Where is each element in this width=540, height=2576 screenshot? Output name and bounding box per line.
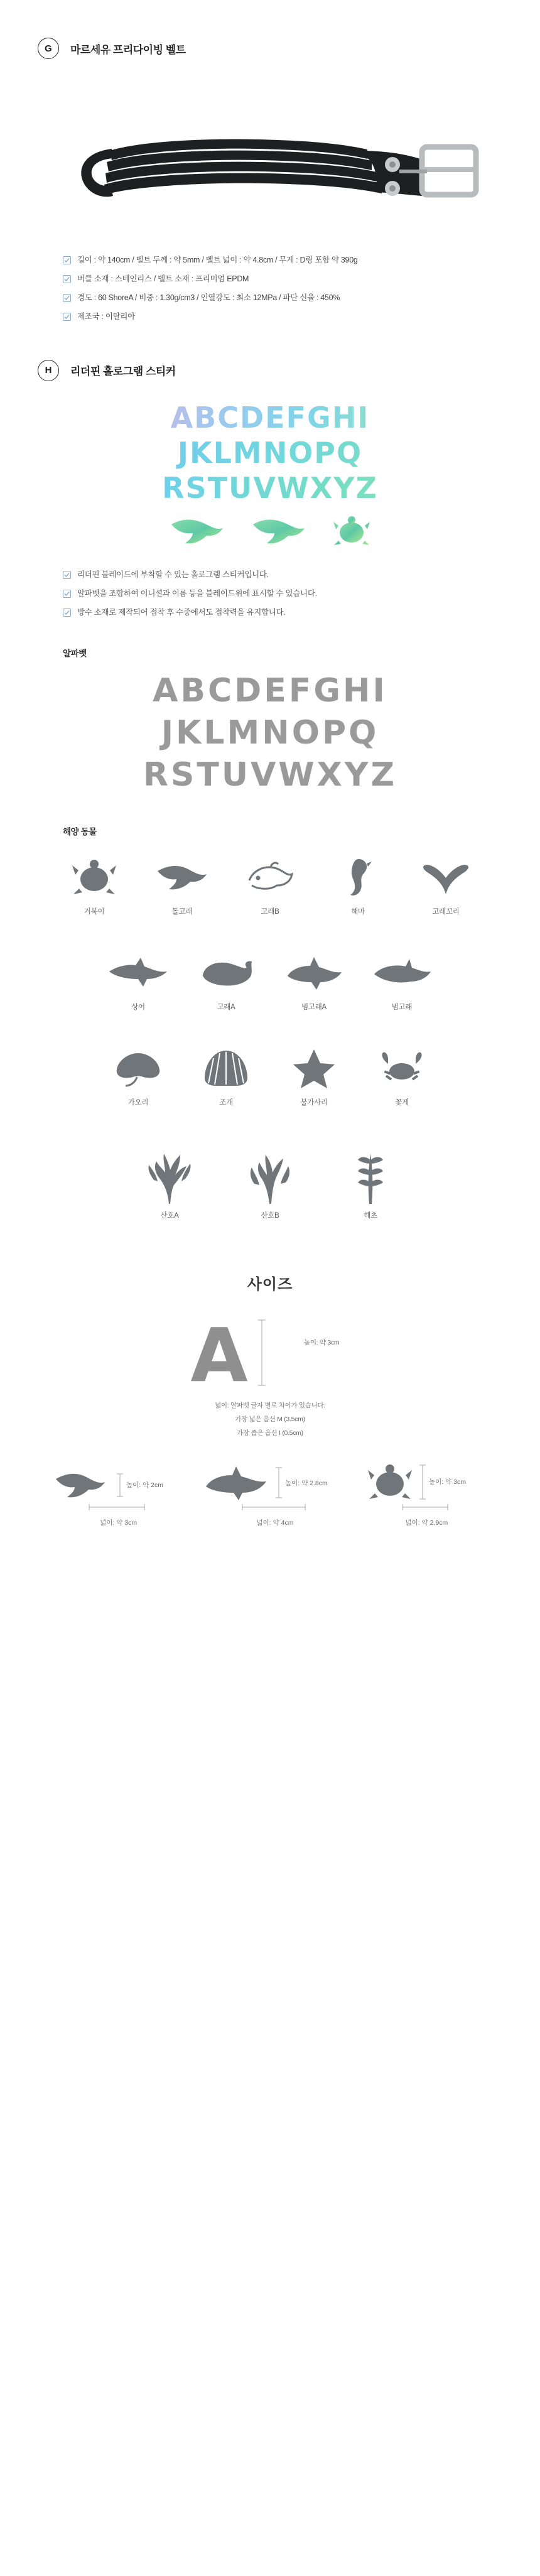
check-icon — [63, 256, 71, 264]
whale-a-icon — [198, 949, 254, 998]
size-note-1: 넓이: 알파벳 글자 별로 차이가 있습니다. — [215, 1402, 325, 1410]
hologram-spec-list — [63, 570, 540, 618]
list-item — [182, 949, 270, 1012]
size-item-height-label: 높이: 약 3cm — [429, 1478, 467, 1486]
holo-alphabet-line-3: RSTUVWXYZ — [50, 470, 490, 506]
alphabet-line-1: ABCDEFGHI — [153, 672, 387, 710]
size-item-height-label: 높이: 약 2cm — [126, 1481, 163, 1490]
list-item — [358, 949, 446, 1012]
list-item — [94, 1044, 182, 1107]
list-item-label: 고래A — [217, 1004, 235, 1012]
list-item-label: 범고래A — [301, 1004, 327, 1012]
list-item-label: 돌고래 — [171, 908, 193, 916]
section-header-g — [0, 38, 540, 59]
dolphin-icon — [251, 516, 311, 548]
list-item-label: 산호A — [160, 1212, 179, 1220]
list-item — [182, 1044, 270, 1107]
shark-icon — [108, 949, 168, 998]
list-item-label: 경도 : 60 ShoreA / 비중 : 1.30g/cm3 / 인열강도 : 최소 12MPa / 파단 신율 : 450% — [77, 293, 340, 302]
list-item — [314, 853, 402, 916]
marine-heading: 해양 동물 — [63, 827, 97, 837]
section-badge-h: H — [38, 360, 59, 381]
whale-b-icon — [243, 853, 297, 902]
check-icon — [63, 313, 71, 321]
list-item — [138, 853, 226, 916]
height-dimension-line — [256, 1315, 350, 1390]
list-item-label: 거북이 — [84, 908, 105, 916]
list-item-label: 범고래 — [391, 1004, 413, 1012]
height-dimension-line — [418, 1463, 487, 1503]
list-item — [226, 853, 314, 916]
dolphin-icon — [53, 1466, 111, 1503]
size-hero — [94, 1312, 446, 1399]
list-item — [63, 570, 540, 580]
list-item-label: 알파벳을 조합하여 이니셜과 이름 등을 블레이드위에 표시할 수 있습니다. — [77, 588, 317, 598]
turtle-icon — [71, 853, 117, 902]
list-item — [63, 274, 540, 284]
dolphin-icon — [169, 516, 229, 548]
list-item — [63, 588, 540, 599]
size-section-title: 사이즈 — [247, 1276, 293, 1294]
height-dimension-line — [274, 1464, 348, 1503]
list-item — [63, 607, 540, 618]
list-item-label: 해초 — [364, 1212, 377, 1220]
alphabet-heading: 알파벳 — [63, 649, 87, 659]
size-note-2: 가장 넓은 옵션 M (3.5cm) — [235, 1415, 305, 1424]
list-item — [402, 853, 490, 916]
belt-product-image — [50, 77, 490, 234]
list-item-label: 해마 — [351, 908, 365, 916]
hologram-sticker-artwork — [50, 400, 490, 548]
list-item-label: 불가사리 — [300, 1099, 328, 1107]
turtle-icon — [332, 516, 371, 548]
list-item — [94, 949, 182, 1012]
alphabet-line-3: RSTUVWXYZ — [143, 755, 397, 794]
list-item — [270, 949, 358, 1012]
width-dimension-line — [237, 1503, 313, 1512]
list-item — [119, 1146, 220, 1220]
list-item-label: 조개 — [219, 1099, 233, 1107]
belt-spec-list — [63, 255, 540, 322]
size-item-width-label: 넓이: 약 2.9cm — [405, 1519, 448, 1527]
check-icon — [63, 590, 71, 598]
alphabet-line-2: JKLMNOPQ — [161, 714, 379, 752]
list-item — [220, 1146, 320, 1220]
coral-b-icon — [244, 1146, 296, 1206]
list-item-label: 리더핀 블레이드에 부착할 수 있는 홀로그램 스티커입니다. — [77, 570, 269, 579]
width-dimension-line — [84, 1503, 153, 1512]
list-item-label: 제조국 : 이탈리아 — [77, 311, 135, 321]
crab-icon — [378, 1044, 426, 1093]
list-item-label: 버클 소재 : 스테인리스 / 벨트 소재 : 프리미엄 EPDM — [77, 274, 249, 283]
list-item — [63, 255, 540, 266]
size-items-row — [44, 1463, 496, 1527]
check-icon — [63, 609, 71, 617]
list-item-label: 산호B — [261, 1212, 279, 1220]
list-item — [320, 1146, 421, 1220]
turtle-icon — [366, 1463, 414, 1503]
check-icon — [63, 571, 71, 579]
orca-a-icon — [284, 949, 344, 998]
size-item-orca — [202, 1464, 348, 1527]
section-title-h: 리더핀 홀로그램 스티커 — [70, 365, 176, 377]
seaweed-icon — [352, 1146, 389, 1206]
list-item — [63, 293, 540, 303]
marine-row-4 — [119, 1140, 421, 1237]
list-item-label: 꽃게 — [395, 1099, 409, 1107]
holo-alphabet-line-2: JKLMNOPQ — [50, 435, 490, 470]
height-dimension-line — [115, 1466, 184, 1503]
stingray-icon — [112, 1044, 165, 1093]
alphabet-sample — [63, 670, 477, 796]
orca-b-icon — [372, 949, 432, 998]
check-icon — [63, 275, 71, 283]
starfish-icon — [292, 1044, 336, 1093]
list-item-label: 고래B — [261, 908, 279, 916]
dolphin-icon — [155, 853, 209, 902]
size-item-width-label: 넓이: 약 4cm — [256, 1519, 294, 1527]
list-item — [270, 1044, 358, 1107]
size-notes — [94, 1400, 446, 1437]
holo-animal-row — [50, 516, 490, 548]
marine-row-3 — [94, 1044, 446, 1123]
size-hero-letter: A — [190, 1312, 248, 1399]
list-item-label: 방수 소재로 제작되어 접착 후 수중에서도 접착력을 유지합니다. — [77, 607, 286, 617]
holo-alphabet-line-1: ABCDEFGHI — [50, 400, 490, 435]
list-item-label: 상어 — [131, 1004, 145, 1012]
list-item — [63, 311, 540, 322]
section-header-h — [0, 360, 540, 381]
shell-icon — [203, 1044, 249, 1093]
list-item-label: 길이 : 약 140cm / 벨트 두께 : 약 5mm / 벨트 넓이 : 약 4.8cm / 무게 : D링 포함 약 390g — [77, 256, 358, 264]
marine-row-1 — [50, 853, 490, 933]
size-item-turtle — [366, 1463, 487, 1527]
whale-tail-icon — [421, 853, 471, 902]
hero-height-label: 높이: 약 3cm — [304, 1339, 340, 1347]
width-dimension-line — [397, 1503, 455, 1512]
size-item-dolphin — [53, 1466, 184, 1527]
belt-illustration — [50, 77, 490, 234]
seahorse-icon — [342, 853, 374, 902]
section-badge-g: G — [38, 38, 59, 59]
list-item — [358, 1044, 446, 1107]
list-item-label: 고래꼬리 — [432, 908, 460, 916]
check-icon — [63, 294, 71, 302]
size-item-width-label: 넓이: 약 3cm — [100, 1519, 138, 1527]
coral-a-icon — [141, 1146, 198, 1206]
size-item-height-label: 높이: 약 2.8cm — [284, 1480, 328, 1488]
list-item-label: 가오리 — [127, 1099, 149, 1107]
size-note-3: 가장 좁은 옵션 I (0.5cm) — [237, 1429, 303, 1437]
orca-a-icon — [202, 1464, 270, 1503]
section-title-g: 마르세유 프리다이빙 벨트 — [70, 43, 186, 56]
marine-row-2 — [94, 949, 446, 1028]
list-item — [50, 853, 138, 916]
product-detail-page — [0, 38, 540, 1552]
